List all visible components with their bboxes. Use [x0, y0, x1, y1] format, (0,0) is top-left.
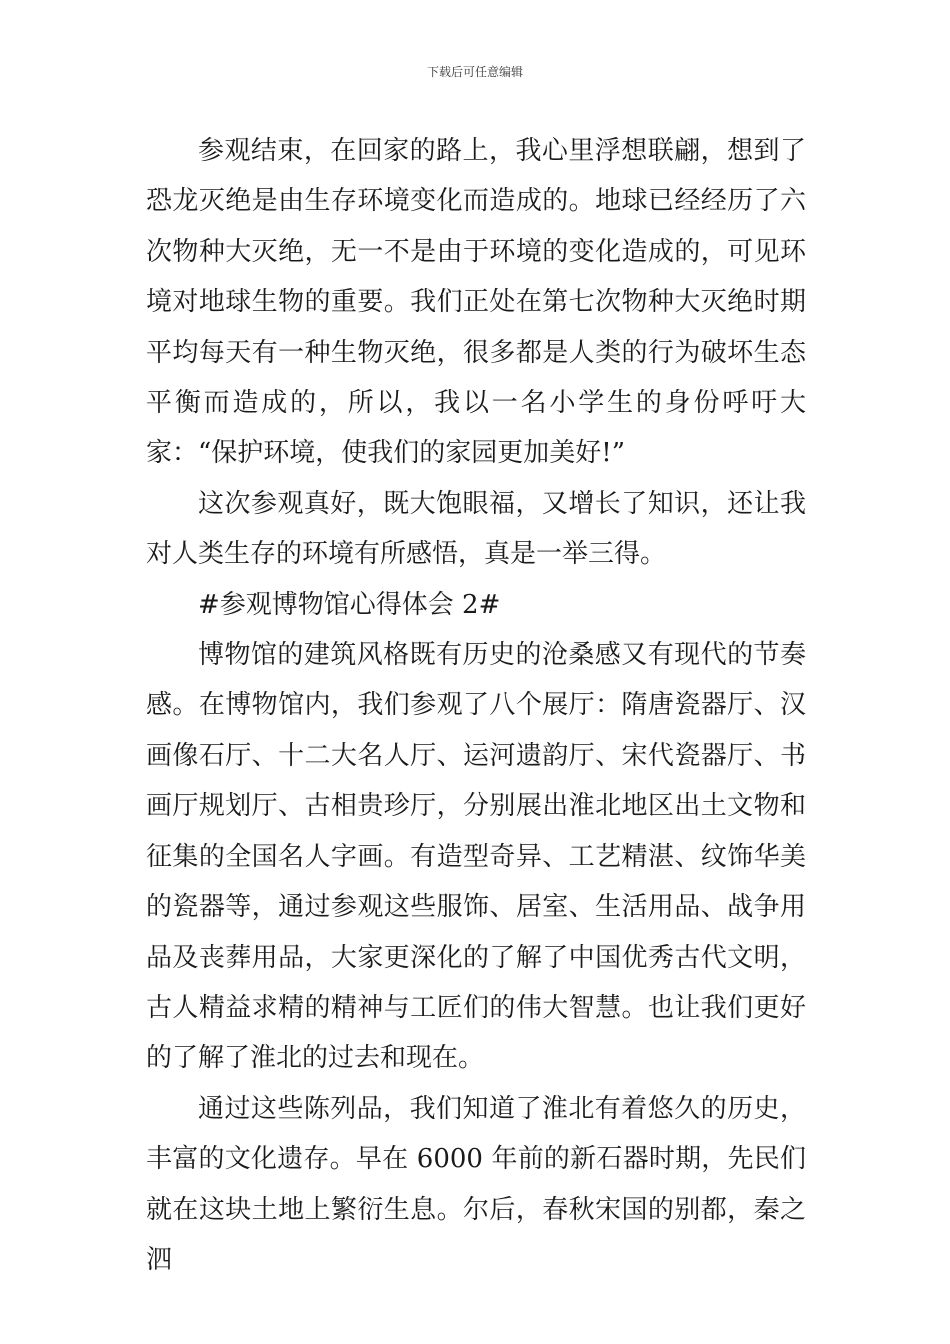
section-heading: #参观博物馆心得体会 2# [198, 589, 501, 620]
page-header: 下载后可任意编辑 [426, 65, 523, 79]
paragraph-huaibei-history: 通过这些陈列品，我们知道了淮北有着悠久的历史，丰富的文化遗存。早在 6000 年前的新石器时期，先民们就在这块土地上繁衍生息。尔后，春秋宋国的别都，秦之泗 [146, 1093, 806, 1275]
document-body [146, 126, 806, 1285]
paragraph-visit-reflection: 参观结束，在回家的路上，我心里浮想联翩，想到了恐龙灭绝是由生存环境变化而造成的。地球已经经历了六次物种大灭绝，无一不是由于环境的变化造成的，可见环境对地球生物的重要。我们正处在第七次物种大灭绝时期平均每天有一种生物灭绝，很多都是人类的行为破坏生态平衡而造成的，所以，我以一名小学生的身份呼吁大家：“保护环境，使我们的家园更加美好!” [146, 136, 806, 469]
paragraph-visit-summary: 这次参观真好，既大饱眼福，又增长了知识，还让我对人类生存的环境有所感悟，真是一举三得。 [146, 488, 806, 570]
paragraph-museum-halls: 博物馆的建筑风格既有历史的沧桑感又有现代的节奏感。在博物馆内，我们参观了八个展厅：隋唐瓷器厅、汉画像石厅、十二大名人厅、运河遗韵厅、宋代瓷器厅、书画厅规划厅、古相贵珍厅，分别展出淮北地区出土文物和征集的全国名人字画。有造型奇异、工艺精湛、纹饰华美的瓷器等，通过参观这些服饰、居室、生活用品、战争用品及丧葬用品，大家更深化的了解了中国优秀古代文明，古人精益求精的精神与工匠们的伟大智慧。也让我们更好的了解了淮北的过去和现在。 [146, 640, 806, 1074]
